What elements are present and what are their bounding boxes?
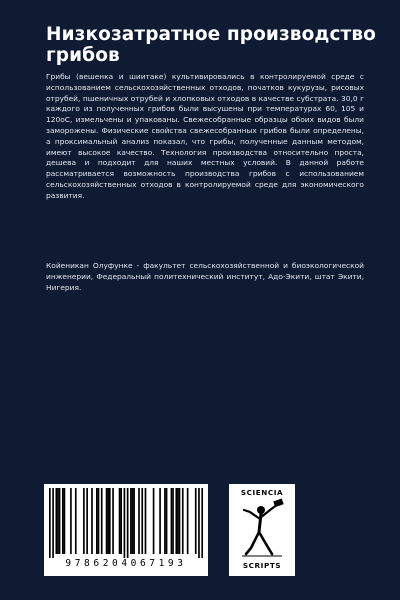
publisher-logo-top-text: SCIENCIA [240,488,284,497]
barcode-bar [182,488,184,554]
barcode-bars [49,488,203,558]
barcode-bar [201,488,203,558]
barcode-bar [179,488,181,554]
barcode-bar [127,488,129,558]
barcode-bar [166,488,168,554]
barcode-bar [133,488,135,554]
barcode-bar [124,488,126,558]
book-title: Низкозатратное производство грибов [46,24,376,66]
barcode-bar [96,488,98,554]
barcode-bar [106,488,108,554]
barcode-bar [145,488,147,554]
publisher-logo [229,484,295,576]
barcode-bar [64,488,66,554]
barcode-bar [153,488,155,554]
barcode-bar [109,488,111,554]
barcode-bar [91,488,93,554]
author-bio: Койеникан Олуфунке - факультет сельскохозяйственной и биоэкологической инженерии, Федеральный политехнический институт, Адо-Экити, штат Экити, Нигерия. [46,261,364,292]
barcode-bar [59,488,61,554]
barcode-bar [130,488,132,554]
barcode-bar [172,488,174,554]
barcode-bar [112,488,114,554]
barcode-bar [57,488,59,554]
barcode-bar [198,488,200,558]
isbn-digits: 9786204067193 [65,558,187,569]
publisher-logo-bottom-text: SCRIPTS [242,561,282,570]
barcode-bar [52,488,54,558]
barcode-bar [49,488,51,558]
barcode-bar [62,488,64,554]
barcode-bar [83,488,85,554]
barcode-bar [175,488,177,554]
barcode-bar [171,488,173,554]
barcode-bar [132,488,134,554]
barcode-bar [120,488,122,554]
barcode-bar [55,488,57,554]
book-abstract: Грибы (вешенка и шиитаке) культивировались в контролируемой среде с использованием сельскохозяйственных отходов, початков кукурузы, рисовых отрубей, пшеничных отрубей и хлопковых отходов в качестве субстрата. 30,0 г каждого из полученных грибов были высушены при температурах 60, 105 и 120oC, измельчены и упакованы. Свежесобранные образцы обоих видов были заморожены. Физические свойства свежесобранных грибов были определены, а проксимальный анализ показал, что грибы, полученные данным методом, имеют высокое качество. Технология производства относительно проста, дешева и подходит для наших местных условий. В данной работе рассматривается возможность производства грибов с использованием сельскохозяйственных отходов в контролируемой среде для экономического развития. [46,72,364,200]
barcode-bar [107,488,109,554]
barcode-bar [75,488,77,554]
barcode-bar [98,488,100,554]
barcode-bar [164,488,166,554]
isbn-barcode [44,484,208,576]
barcode-bar [159,488,161,554]
barcode-bar [195,488,197,554]
walking-figure-with-book-icon [238,498,286,558]
barcode-bar [101,488,103,554]
barcode-bar [119,488,121,554]
barcode-bar [138,488,140,554]
barcode-bar [141,488,143,554]
barcode-bar [187,488,189,554]
barcode-bar [86,488,88,554]
barcode-bar [70,488,72,554]
barcode-bar [177,488,179,554]
